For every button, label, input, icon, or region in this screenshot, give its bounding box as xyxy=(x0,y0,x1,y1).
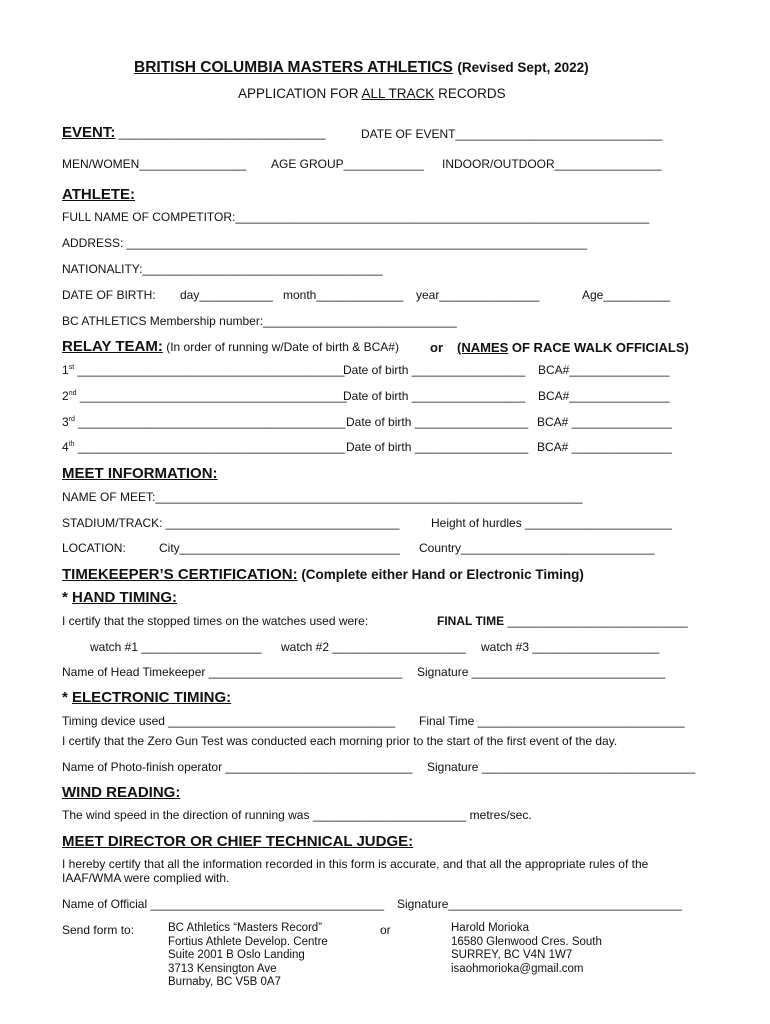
wind-speed-field[interactable]: The wind speed in the direction of running was _______________________ metres/sec. xyxy=(62,808,532,822)
address-line: BC Athletics “Masters Record” xyxy=(168,922,323,934)
bc-athletics-address xyxy=(168,922,328,990)
watch2-field[interactable]: watch #2 ____________________ xyxy=(281,640,466,654)
address-field[interactable]: ADDRESS: _____________________________________________________________________ xyxy=(62,236,588,250)
head-timekeeper-signature[interactable]: Signature _____________________________ xyxy=(417,665,666,679)
meet-info-heading: MEET INFORMATION: xyxy=(62,465,218,482)
address-line: SURREY, BC V4N 1W7 xyxy=(451,949,573,961)
timing-device-field[interactable]: Timing device used __________________________________ xyxy=(62,714,396,728)
date-of-event-field[interactable]: DATE OF EVENT_______________________________ xyxy=(361,127,663,141)
photo-finish-signature[interactable]: Signature ________________________________ xyxy=(427,760,696,774)
relay-heading-row xyxy=(62,338,399,356)
form-subtitle: APPLICATION FOR ALL TRACK RECORDS xyxy=(238,86,506,101)
relay-heading: RELAY TEAM: xyxy=(62,338,163,355)
electronic-final-time-field[interactable]: Final Time _______________________________ xyxy=(419,714,685,728)
email-address[interactable]: isaohmorioka@gmail.com xyxy=(451,962,584,975)
age-group-field[interactable]: AGE GROUP____________ xyxy=(271,157,424,171)
address-line: 16580 Glenwood Cres. South xyxy=(451,935,602,948)
address-line: 3713 Kensington Ave xyxy=(168,962,277,975)
dob-day-field[interactable]: day___________ xyxy=(180,288,273,302)
address-line: Suite 2001 B Oslo Landing xyxy=(168,949,305,961)
stadium-track-field[interactable]: STADIUM/TRACK: ___________________________________ xyxy=(62,516,400,530)
city-field[interactable]: City_________________________________ xyxy=(159,541,400,555)
relay-note: (In order of running w/Date of birth & BCA#) xyxy=(162,340,399,354)
relay-dob-field[interactable]: Date of birth _________________ xyxy=(343,363,526,377)
relay-row[interactable]: 2nd ________________________________________ xyxy=(62,389,347,403)
relay-row[interactable]: 3rd ________________________________________ xyxy=(62,415,346,429)
relay-bca-field[interactable]: BCA#_______________ xyxy=(538,389,670,403)
relay-bca-field[interactable]: BCA# _______________ xyxy=(537,440,672,454)
head-timekeeper-field[interactable]: Name of Head Timekeeper _____________________________ xyxy=(62,665,403,679)
revision-note: (Revised Sept, 2022) xyxy=(457,60,589,75)
form-header xyxy=(134,59,589,77)
electronic-timing-heading: * ELECTRONIC TIMING: xyxy=(62,689,232,706)
men-women-field[interactable]: MEN/WOMEN________________ xyxy=(62,157,247,171)
hurdle-height-field[interactable]: Height of hurdles ______________________ xyxy=(431,516,672,530)
relay-bca-field[interactable]: BCA# _______________ xyxy=(537,415,672,429)
address-line: Burnaby, BC V5B 0A7 xyxy=(168,976,281,988)
send-form-label: Send form to: xyxy=(62,923,135,937)
address-line: Fortius Athlete Develop. Centre xyxy=(168,935,328,948)
relay-row[interactable]: 4th ________________________________________ xyxy=(62,440,345,454)
membership-field[interactable]: BC ATHLETICS Membership number:_____________________________ xyxy=(62,314,457,328)
watch1-field[interactable]: watch #1 __________________ xyxy=(90,640,262,654)
relay-bca-field[interactable]: BCA#_______________ xyxy=(538,363,670,377)
director-certification-line1: I hereby certify that all the information recorded in this form is accurate, and that all the appropriate rules of the xyxy=(62,857,649,871)
harold-morioka-address xyxy=(451,922,602,976)
location-label: LOCATION: xyxy=(62,541,126,555)
relay-dob-field[interactable]: Date of birth _________________ xyxy=(343,389,526,403)
indoor-outdoor-field[interactable]: INDOOR/OUTDOOR________________ xyxy=(442,157,662,171)
timekeeper-heading: TIMEKEEPER’S CERTIFICATION: xyxy=(62,566,298,583)
address-line: Harold Morioka xyxy=(451,922,529,934)
timekeeper-heading-row xyxy=(62,566,584,584)
full-name-field[interactable]: FULL NAME OF COMPETITOR:______________________________________________________________ xyxy=(62,210,650,224)
watch3-field[interactable]: watch #3 ___________________ xyxy=(481,640,660,654)
dob-year-field[interactable]: year_______________ xyxy=(416,288,540,302)
dob-month-field[interactable]: month_____________ xyxy=(283,288,404,302)
athlete-heading: ATHLETE: xyxy=(62,186,136,203)
send-or: or xyxy=(380,923,391,937)
meet-name-field[interactable]: NAME OF MEET:________________________________________________________________ xyxy=(62,490,583,504)
relay-row[interactable]: 1st ________________________________________ xyxy=(62,363,345,377)
watches-certification-text: I certify that the stopped times on the watches used were: xyxy=(62,614,369,628)
event-field[interactable]: _______________________________ xyxy=(115,126,326,140)
race-walk-officials-heading: (NAMES OF RACE WALK OFFICIALS) xyxy=(457,340,689,355)
timekeeper-note: (Complete either Hand or Electronic Timing) xyxy=(297,567,584,582)
event-heading: EVENT: xyxy=(62,124,116,141)
relay-dob-field[interactable]: Date of birth _________________ xyxy=(346,440,529,454)
official-name-field[interactable]: Name of Official ___________________________________ xyxy=(62,897,385,911)
event-row xyxy=(62,124,326,142)
final-time-field[interactable]: FINAL TIME ___________________________ xyxy=(437,614,688,628)
org-title: BRITISH COLUMBIA MASTERS ATHLETICS xyxy=(134,59,453,76)
nationality-field[interactable]: NATIONALITY:____________________________________ xyxy=(62,262,383,276)
wind-reading-heading: WIND READING: xyxy=(62,784,181,801)
relay-dob-field[interactable]: Date of birth _________________ xyxy=(346,415,529,429)
age-field[interactable]: Age__________ xyxy=(582,288,671,302)
official-signature-field[interactable]: Signature___________________________________ xyxy=(397,897,682,911)
zero-gun-certification-text: I certify that the Zero Gun Test was conducted each morning prior to the start of the first event of the day. xyxy=(62,734,618,748)
hand-timing-heading: * HAND TIMING: xyxy=(62,589,178,606)
director-certification-line2: IAAF/WMA were complied with. xyxy=(62,871,230,885)
dob-label: DATE OF BIRTH: xyxy=(62,288,156,302)
relay-or: or xyxy=(430,340,443,355)
photo-finish-operator-field[interactable]: Name of Photo-finish operator ____________________________ xyxy=(62,760,413,774)
country-field[interactable]: Country_____________________________ xyxy=(419,541,655,555)
meet-director-heading: MEET DIRECTOR OR CHIEF TECHNICAL JUDGE: xyxy=(62,833,414,850)
